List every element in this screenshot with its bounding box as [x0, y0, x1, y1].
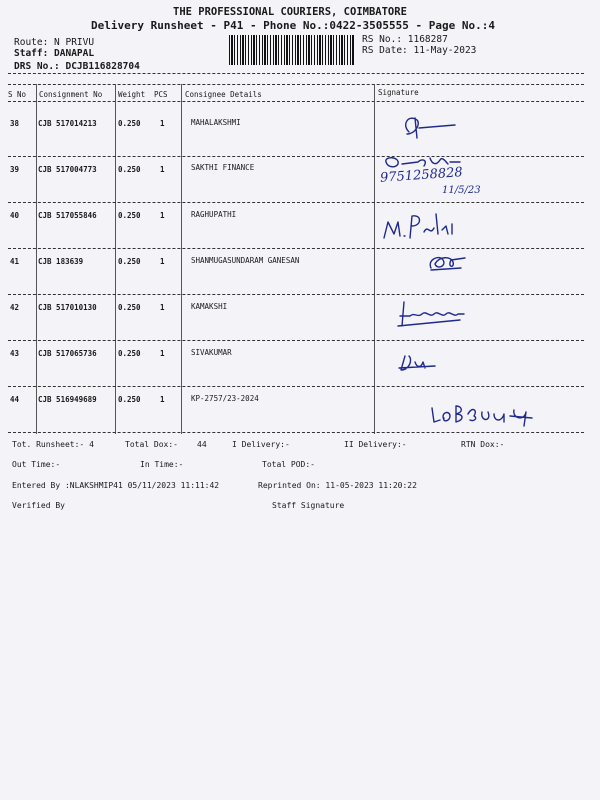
total-pod: Total POD:- — [262, 460, 315, 469]
row-pcs: 1 — [160, 349, 165, 358]
row-sno: 40 — [10, 211, 20, 220]
row-consignee: KAMAKSHI — [191, 302, 228, 311]
rtn-dox: RTN Dox:- — [461, 440, 505, 449]
ii-delivery: II Delivery:- — [344, 440, 407, 449]
row-divider — [8, 202, 584, 203]
row-consignment: CJB 517004773 — [38, 165, 97, 174]
column-rule — [181, 84, 182, 434]
reprinted-on: Reprinted On: 11-05-2023 11:20:22 — [258, 481, 417, 490]
row-pcs: 1 — [160, 303, 165, 312]
row-weight: 0.250 — [118, 211, 141, 220]
row-consignee: KP-2757/23-2024 — [191, 394, 259, 403]
row-sno: 43 — [10, 349, 20, 358]
divider — [8, 101, 584, 102]
row-consignee: SAKTHI FINANCE — [191, 163, 255, 172]
barcode — [229, 35, 355, 65]
row-consignment: CJB 516949689 — [38, 395, 97, 404]
handwritten-phone: 9751258828 — [379, 165, 464, 186]
verified-by: Verified By — [12, 501, 65, 510]
row-weight: 0.250 — [118, 165, 141, 174]
row-consignee: MAHALAKSHMI — [191, 118, 241, 127]
rs-number: RS No.: 1168287 — [362, 34, 448, 45]
entered-by: Entered By :NLAKSHMIP41 05/11/2023 11:11:42 — [12, 481, 220, 490]
row-consignee: SHANMUGASUNDARAM GANESAN — [191, 256, 300, 265]
signature-mark — [378, 210, 468, 244]
row-sno: 38 — [10, 119, 20, 128]
in-time: In Time:- — [140, 460, 184, 469]
column-rule — [115, 84, 116, 434]
signature-mark — [395, 112, 465, 142]
company-name: THE PROFESSIONAL COURIERS, COIMBATORE — [173, 6, 407, 18]
row-pcs: 1 — [160, 211, 165, 220]
col-header-consignment: Consignment No — [39, 90, 103, 99]
row-weight: 0.250 — [118, 395, 141, 404]
staff-label: Staff: DANAPAL — [14, 48, 95, 59]
row-pcs: 1 — [160, 395, 165, 404]
drs-number: DRS No.: DCJB116828704 — [14, 61, 140, 72]
row-divider — [8, 432, 584, 433]
signature-mark — [396, 298, 476, 334]
route-label: Route: N PRIVU — [14, 37, 95, 48]
staff-signature: Staff Signature — [272, 501, 345, 510]
row-weight: 0.250 — [118, 257, 141, 266]
tot-runsheet: Tot. Runsheet:- 4 — [12, 440, 94, 449]
row-consignment: CJB 517010130 — [38, 303, 97, 312]
signature-mark — [425, 250, 470, 275]
total-dox-value: 44 — [197, 440, 207, 449]
handwritten-date: 11/5/23 — [442, 185, 481, 196]
row-divider — [8, 386, 584, 387]
row-weight: 0.250 — [118, 303, 141, 312]
rs-date: RS Date: 11-May-2023 — [362, 45, 477, 56]
signature-mark — [395, 350, 445, 378]
row-consignment: CJB 517055846 — [38, 211, 97, 220]
runsheet-heading: Delivery Runsheet - P41 - Phone No.:0422-3505555 - Page No.:4 — [91, 19, 495, 32]
row-pcs: 1 — [160, 257, 165, 266]
column-rule — [36, 84, 37, 434]
col-header-signature: Signature — [378, 88, 419, 97]
signature-mark — [428, 400, 558, 430]
row-consignee: RAGHUPATHI — [191, 210, 237, 219]
row-pcs: 1 — [160, 165, 165, 174]
row-sno: 42 — [10, 303, 20, 312]
row-pcs: 1 — [160, 119, 165, 128]
row-consignment: CJB 517065736 — [38, 349, 97, 358]
row-divider — [8, 340, 584, 341]
row-divider — [8, 248, 584, 249]
row-weight: 0.250 — [118, 349, 141, 358]
row-sno: 44 — [10, 395, 20, 404]
col-header-details: Consignee Details — [185, 90, 262, 99]
divider — [8, 73, 584, 74]
col-header-weight: Weight — [118, 90, 146, 99]
row-divider — [8, 294, 584, 295]
row-consignment: CJB 517014213 — [38, 119, 97, 128]
row-weight: 0.250 — [118, 119, 141, 128]
total-dox-label: Total Dox:- — [125, 440, 178, 449]
i-delivery: I Delivery:- — [232, 440, 290, 449]
col-header-sno: S No — [8, 90, 27, 99]
row-sno: 41 — [10, 257, 20, 266]
divider — [8, 84, 584, 85]
row-sno: 39 — [10, 165, 20, 174]
out-time: Out Time:- — [12, 460, 61, 469]
row-consignee: SIVAKUMAR — [191, 348, 232, 357]
col-header-pcs: PCS — [154, 90, 168, 99]
column-rule — [374, 84, 375, 434]
row-consignment: CJB 183639 — [38, 257, 84, 266]
